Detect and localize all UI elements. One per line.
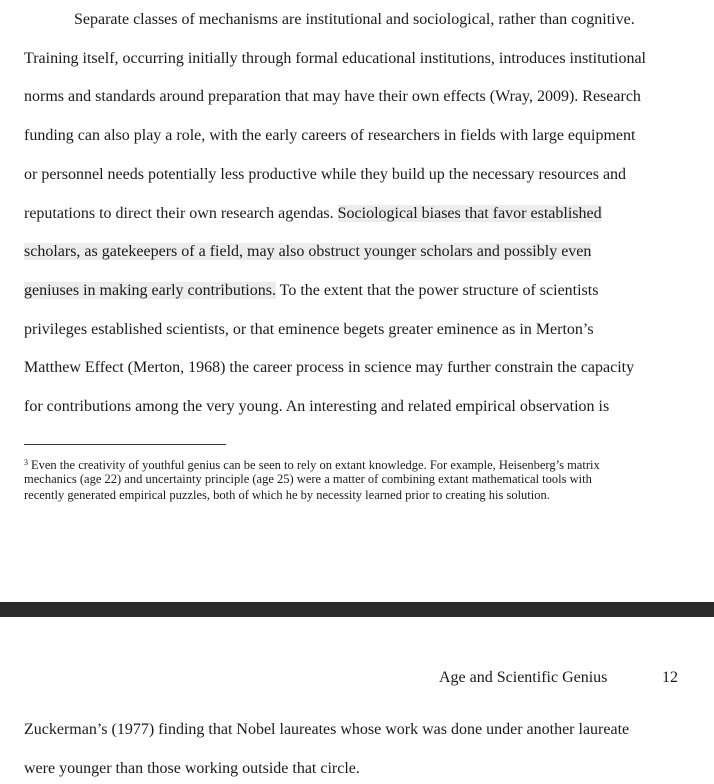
- paragraph-line-2: Training itself, occurring initially through formal educational institutions, introduces institutional: [24, 50, 646, 67]
- paragraph-line-1: Separate classes of mechanisms are institutional and sociological, rather than cognitive.: [74, 11, 635, 28]
- highlighted-text: Sociological biases that favor established: [337, 205, 602, 222]
- page-two-line-2: were younger than those working outside that circle.: [24, 760, 360, 777]
- paragraph-line-3: norms and standards around preparation that may have their own effects (Wray, 2009). Research: [24, 88, 641, 105]
- paragraph-line-10: Matthew Effect (Merton, 1968) the career process in science may further constrain the capacity: [24, 359, 635, 376]
- footnote-marker: 3: [24, 458, 28, 467]
- paragraph-line-8: [24, 281, 598, 301]
- footnote-line-3: recently generated empirical puzzles, both of which he by necessity learned prior to creating his solution.: [24, 488, 550, 502]
- highlighted-text: geniuses in making early contributions.: [24, 282, 276, 299]
- paragraph-line-5: or personnel needs potentially less productive while they build up the necessary resources and: [24, 166, 627, 183]
- paragraph-line-9: privileges established scientists, or that eminence begets greater eminence as in Merton’s: [24, 321, 594, 338]
- footnote-line-2: mechanics (age 22) and uncertainty principle (age 25) were a matter of combining extant mathematical tools with: [24, 472, 592, 486]
- page-separator: [0, 602, 714, 617]
- highlighted-text: scholars, as gatekeepers of a field, may also obstruct younger scholars and possibly even: [24, 243, 592, 260]
- page-two-line-1: Zuckerman’s (1977) finding that Nobel laureates whose work was done under another laureate: [24, 721, 630, 738]
- paragraph-line-7: [24, 242, 591, 262]
- running-head: Age and Scientific Genius: [439, 669, 608, 686]
- paragraph-line-4: funding can also play a role, with the early careers of researchers in fields with large equipment: [24, 127, 636, 144]
- footnote-text: Even the creativity of youthful genius can be seen to rely on extant knowledge. For example, Heisenberg’s matrix: [31, 458, 600, 472]
- paragraph-line-6-text: reputations to direct their own research agendas.: [24, 205, 338, 222]
- page-number: 12: [662, 669, 678, 686]
- paragraph-line-11: for contributions among the very young. An interesting and related empirical observation is: [24, 398, 610, 415]
- footnote-separator: [24, 444, 226, 445]
- paragraph-line-6: [24, 204, 602, 224]
- paragraph-line-8-text: To the extent that the power structure of scientists: [275, 282, 599, 299]
